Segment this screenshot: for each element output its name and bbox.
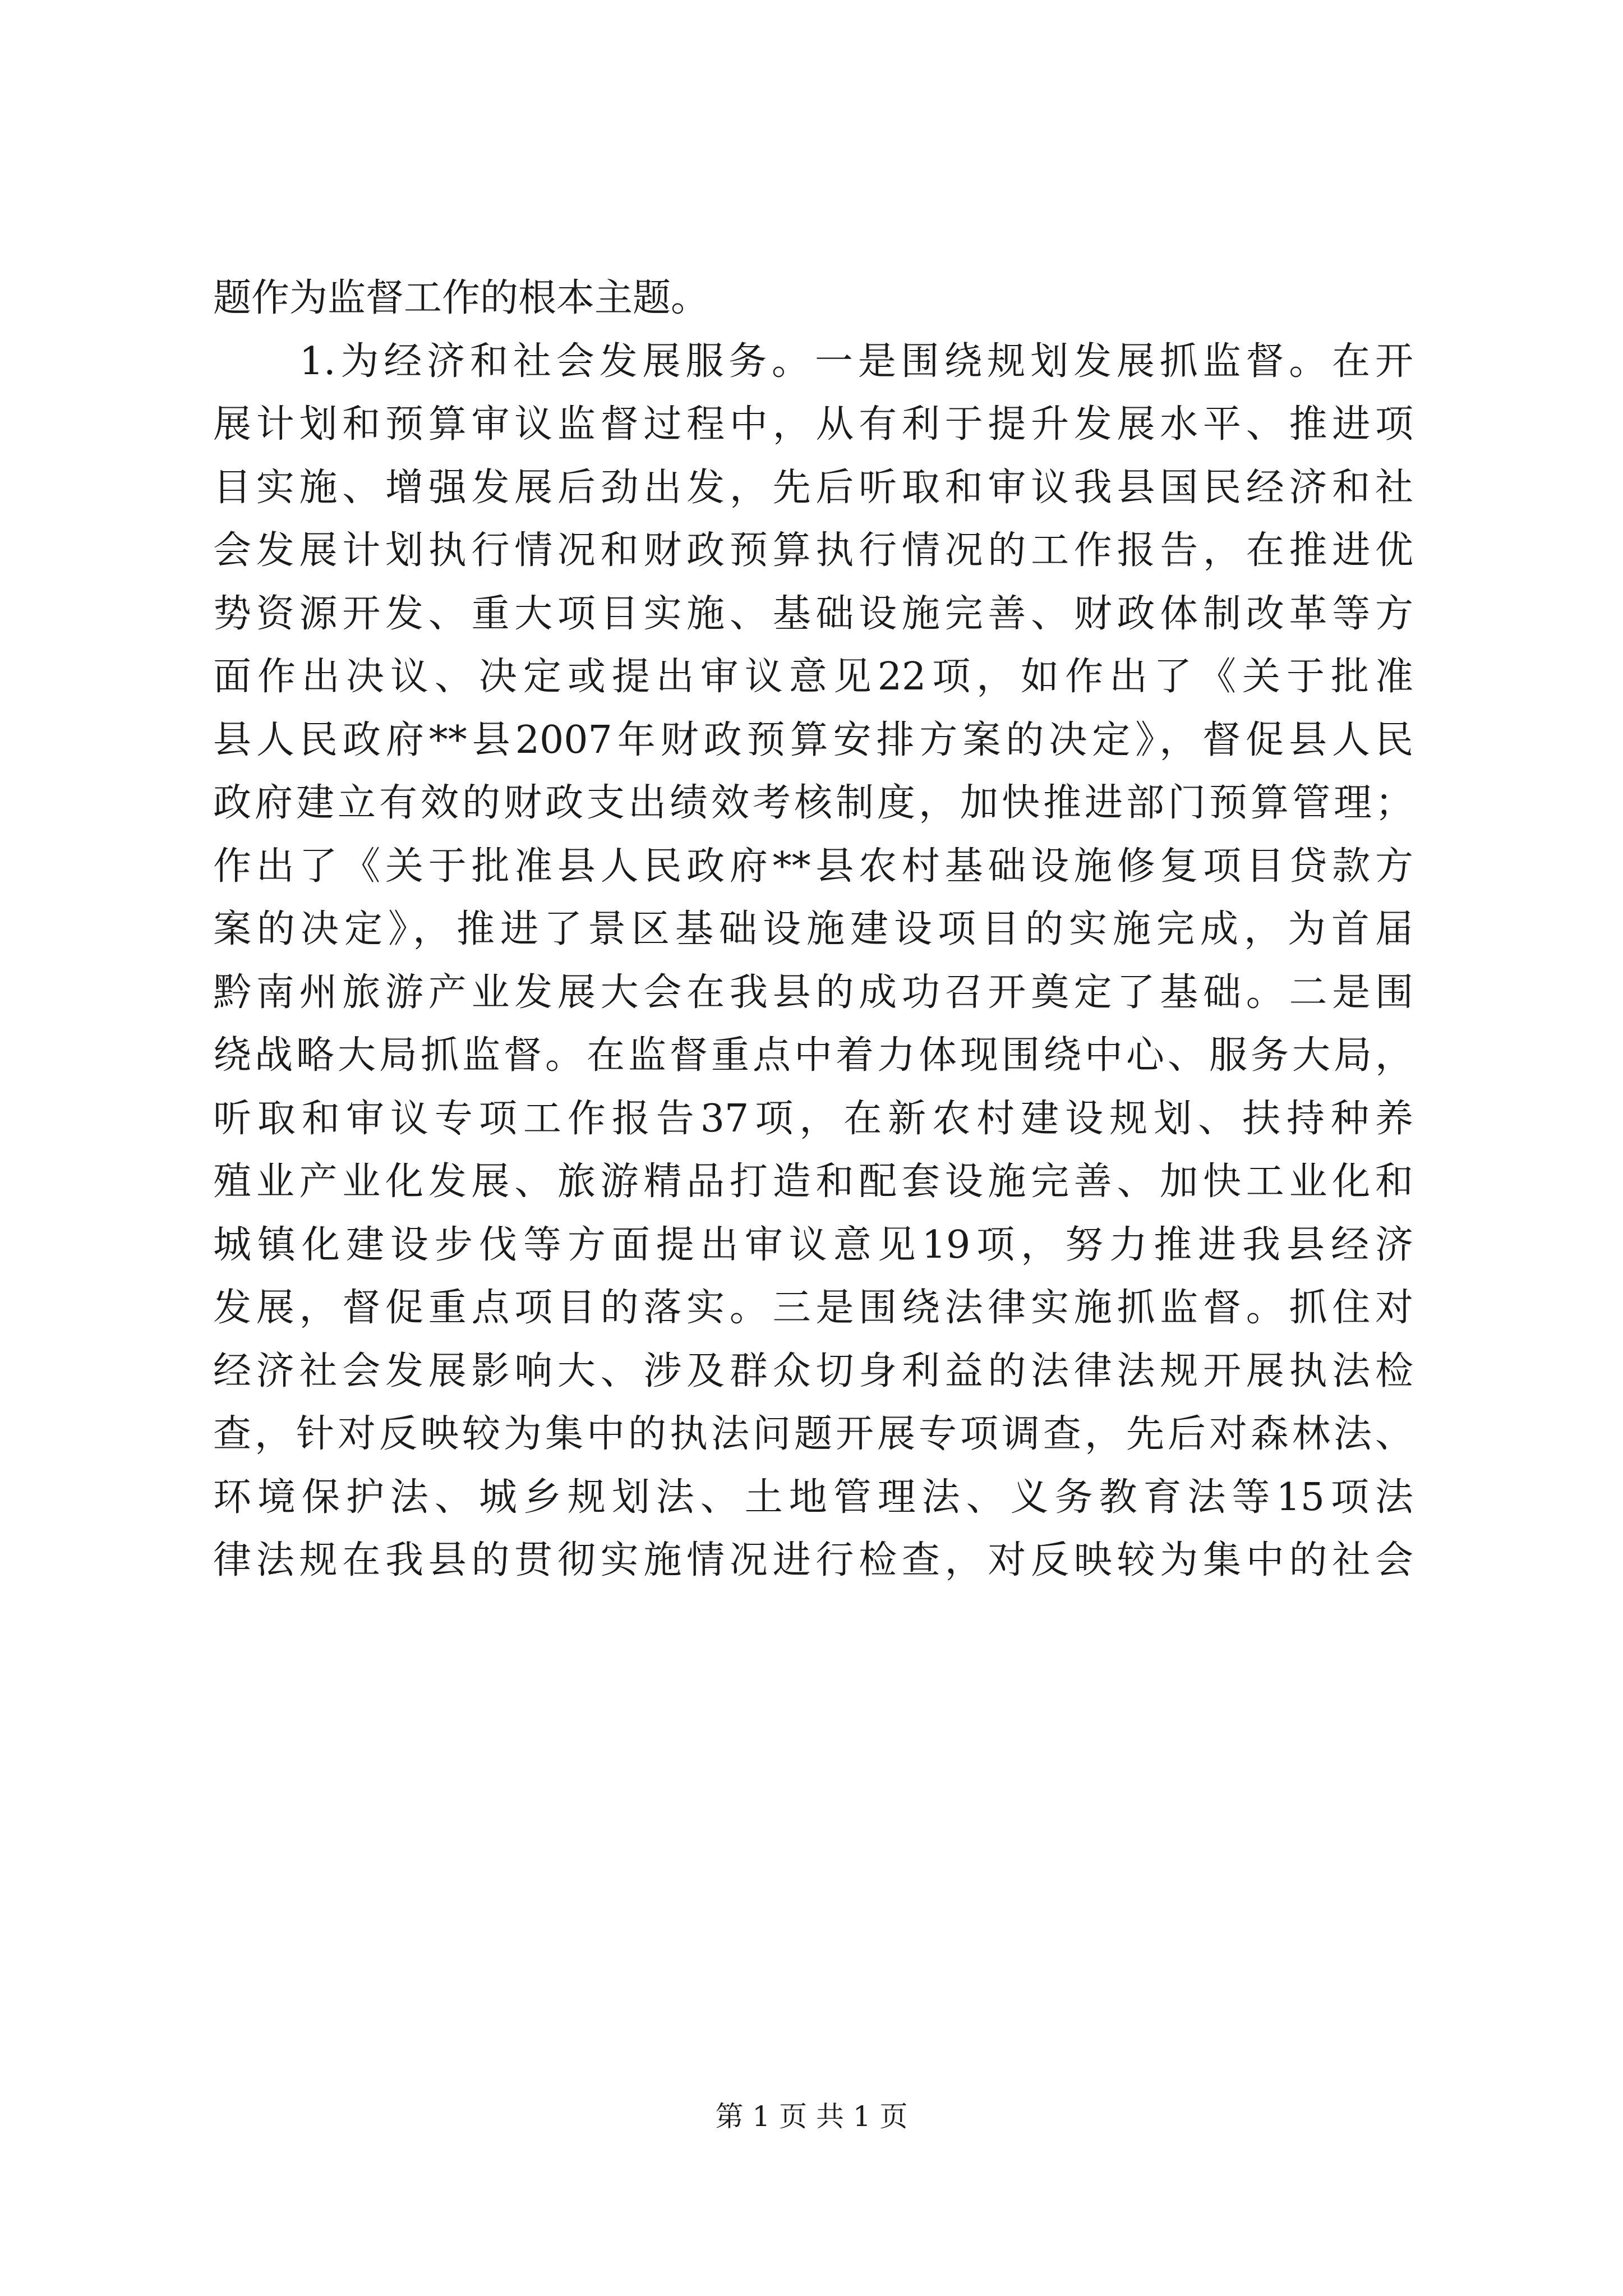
text-line: 目实施、增强发展后劲出发，先后听取和审议我县国民经济和社 <box>213 465 1413 510</box>
text-line: 环境保护法、城乡规划法、土地管理法、义务教育法等15项法 <box>213 1475 1413 1520</box>
text-line: 1.为经济和社会发展服务。一是围绕规划发展抓监督。在开 <box>213 339 1413 384</box>
text-line: 题作为监督工作的根本主题。 <box>213 276 709 320</box>
text-line: 城镇化建设步伐等方面提出审议意见19项，努力推进我县经济 <box>213 1222 1413 1267</box>
text-line: 面作出决议、决定或提出审议意见22项，如作出了《关于批准 <box>213 655 1413 699</box>
text-line: 经济社会发展影响大、涉及群众切身利益的法律法规开展执法检 <box>213 1349 1413 1393</box>
text-line: 势资源开发、重大项目实施、基础设施完善、财政体制改革等方 <box>213 591 1413 636</box>
text-line: 会发展计划执行情况和财政预算执行情况的工作报告，在推进优 <box>213 528 1413 573</box>
page-number-footer: 第 1 页 共 1 页 <box>715 2100 908 2133</box>
text-line: 案的决定》，推进了景区基础设施建设项目的实施完成，为首届 <box>213 907 1413 951</box>
text-line: 政府建立有效的财政支出绩效考核制度，加快推进部门预算管理； <box>213 781 1413 825</box>
body-text <box>213 267 1413 1593</box>
text-line: 查，针对反映较为集中的执法问题开展专项调查，先后对森林法、 <box>213 1412 1413 1456</box>
text-line: 作出了《关于批准县人民政府**县农村基础设施修复项目贷款方 <box>213 844 1413 889</box>
text-line: 听取和审议专项工作报告37项，在新农村建设规划、扶持种养 <box>213 1096 1413 1141</box>
text-line: 殖业产业化发展、旅游精品打造和配套设施完善、加快工业化和 <box>213 1159 1413 1204</box>
text-line: 发展，督促重点项目的落实。三是围绕法律实施抓监督。抓住对 <box>213 1286 1413 1330</box>
text-line: 律法规在我县的贯彻实施情况进行检查，对反映较为集中的社会 <box>213 1538 1413 1582</box>
text-line: 展计划和预算审议监督过程中，从有利于提升发展水平、推进项 <box>213 402 1413 447</box>
text-line: 黔南州旅游产业发展大会在我县的成功召开奠定了基础。二是围 <box>213 970 1413 1015</box>
text-line: 绕战略大局抓监督。在监督重点中着力体现围绕中心、服务大局， <box>213 1033 1413 1078</box>
text-line: 县人民政府**县2007年财政预算安排方案的决定》，督促县人民 <box>213 717 1413 762</box>
